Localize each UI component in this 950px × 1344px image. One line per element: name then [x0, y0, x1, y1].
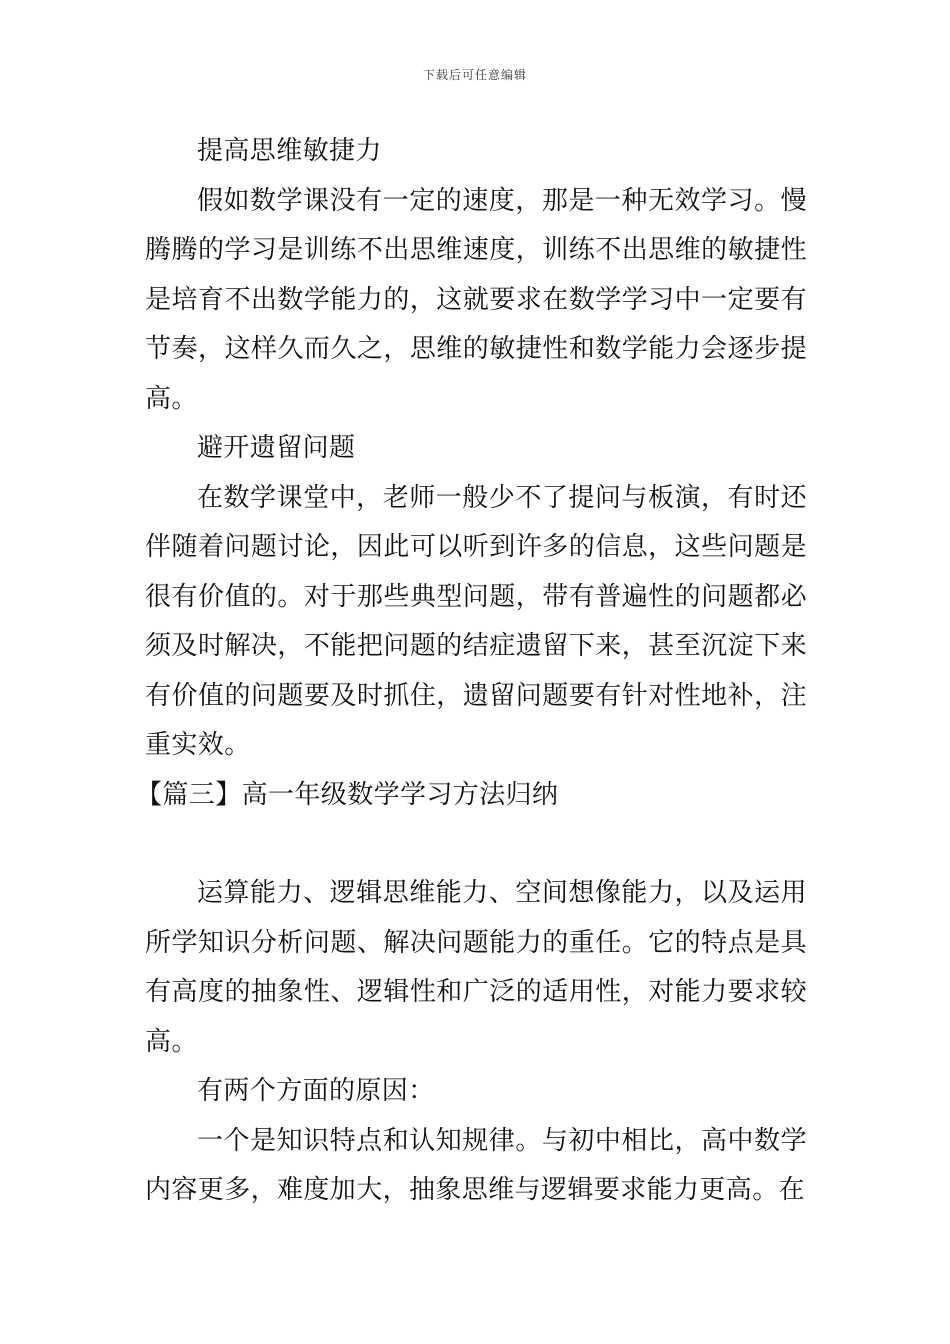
- subheading-two-reasons: 有两个方面的原因：: [197, 1076, 435, 1106]
- paragraph-classroom-questions: 在数学课堂中，老师一般少不了提问与板演，有时还伴随着问题讨论，因此可以听到许多的信息，这些问题是很有价值的。对于那些典型问题，带有普遍性的问题都必须及时解决，不能把问题的结症遗留下来，甚至沉淀下来有价值的问题要及时抓住，遗留问题要有针对性地补，注重实效。: [145, 482, 807, 760]
- subheading-avoid-leftover-problems: 避开遗留问题: [197, 433, 356, 463]
- paragraph-speed: 假如数学课没有一定的速度，那是一种无效学习。慢腾腾的学习是训练不出思维速度，训练不出思维的敏捷性是培育不出数学能力的，这就要求在数学学习中一定要有节奏，这样久而久之，思维的敏捷性和数学能力会逐步提高。: [145, 185, 807, 414]
- blank-line: [145, 820, 807, 869]
- section-title-part-three: 【篇三】高一年级数学学习方法归纳: [136, 779, 559, 810]
- document-body: [136, 127, 807, 1216]
- subheading-thinking-agility: 提高思维敏捷力: [197, 136, 382, 166]
- page-header-note: 下载后可任意编辑: [422, 68, 527, 82]
- paragraph-knowledge-features: 一个是知识特点和认知规律。与初中相比，高中数学内容更多，难度加大，抽象思维与逻辑要求能力更高。在: [145, 1125, 807, 1205]
- paragraph-abilities: 运算能力、逻辑思维能力、空间想像能力，以及运用所学知识分析问题、解决问题能力的重任。它的特点是具有高度的抽象性、逻辑性和广泛的适用性，对能力要求较高。: [145, 878, 807, 1057]
